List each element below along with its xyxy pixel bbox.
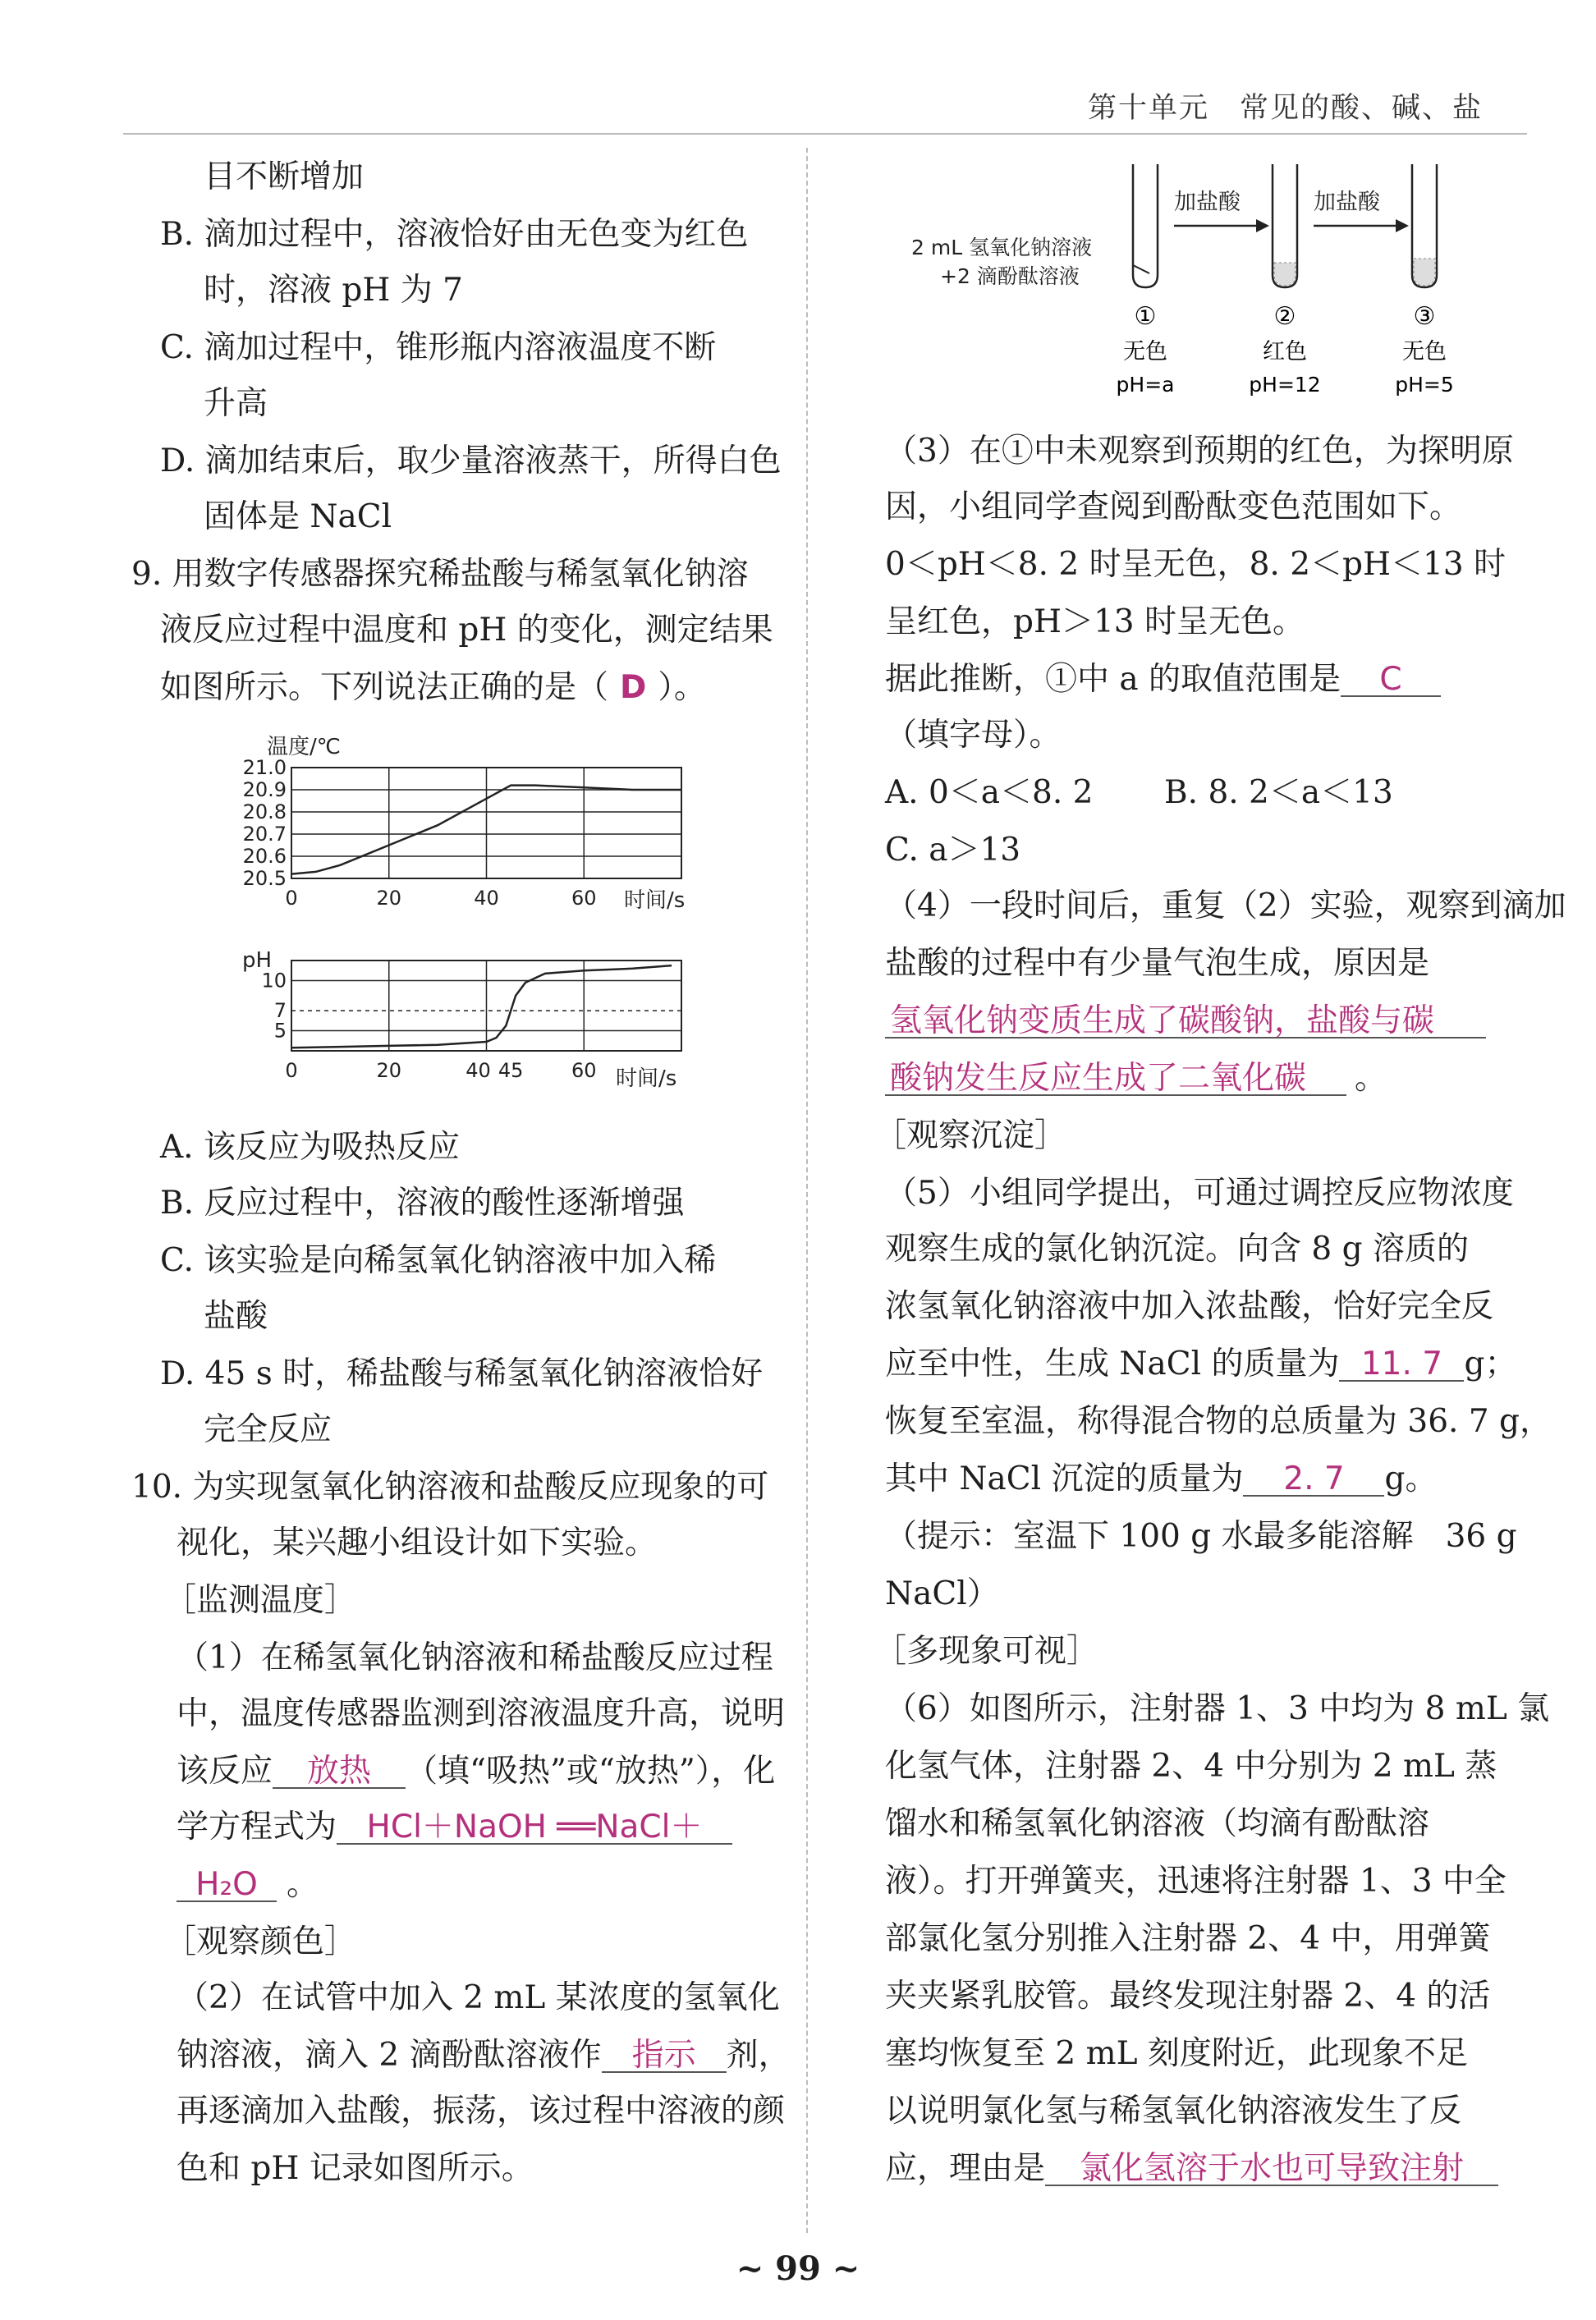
page-number: ~ 99 ~ — [736, 2249, 860, 2288]
q10-part5-6: 其中 NaCl 沉淀的质量为 2. 7 g。 — [885, 1460, 1438, 1497]
q10-part5-3: 浓氢氧化钠溶液中加入浓盐酸，恰好完全反 — [885, 1288, 1494, 1325]
q9-option-c-cont: 盐酸 — [204, 1298, 268, 1335]
q10-part6-2: 化氢气体，注射器 2、4 中分别为 2 mL 蒸 — [885, 1748, 1497, 1785]
q10-part5-answer-2: 2. 7 — [1243, 1463, 1384, 1497]
temperature-chart-xlabel: 时间/s — [624, 888, 686, 913]
tube-label-2: +2 滴酚酞溶液 — [940, 264, 1080, 288]
q10-part5-hint-2: NaCl） — [885, 1575, 999, 1612]
q10-part3-option-a: A. 0＜a＜8. 2 — [885, 774, 1094, 811]
q10-part3-option-b: B. 8. 2＜a＜13 — [1164, 774, 1393, 811]
q10-part5-2: 观察生成的氯化钠沉淀。向含 8 g 溶质的 — [885, 1231, 1469, 1268]
q10-part1-answer-1: 放热 — [273, 1755, 406, 1789]
q10-part1-3: 该反应 放热 （填“吸热”或“放热”），化 — [177, 1753, 776, 1790]
y-tick-label: 5 — [273, 1019, 287, 1043]
q9-option-b: B. 反应过程中，溶液的酸性逐渐增强 — [160, 1185, 685, 1222]
q10-part6: （6）如图所示，注射器 1、3 中均为 8 mL 氯 — [885, 1690, 1550, 1727]
q9-stem-3: 如图所示。下列说法正确的是（ D ）。 — [160, 669, 706, 706]
q10-part4-2: 盐酸的过程中有少量气泡生成，原因是 — [885, 945, 1430, 982]
test-tube-3 — [1412, 164, 1437, 287]
section-multi-phenomena: ［多现象可视］ — [874, 1633, 1099, 1670]
tube-1-ph: pH=a — [1116, 373, 1175, 397]
ph-curve — [291, 965, 672, 1048]
q10-part3-6: （填字母）。 — [885, 717, 1062, 754]
q9-stem-2: 液反应过程中温度和 pH 的变化，测定结果 — [160, 612, 773, 649]
q10-part5-hint: （提示：室温下 100 g 水最多能溶解 36 g — [885, 1518, 1517, 1555]
q10-part3-2: 因，小组同学查阅到酚酞变色范围如下。 — [885, 488, 1462, 525]
x-tick-label: 40 — [474, 887, 499, 910]
q10-part4: （4）一段时间后，重复（2）实验，观察到滴加 — [885, 887, 1566, 924]
y-tick-label: 21.0 — [242, 756, 287, 779]
q10-part3: （3）在①中未观察到预期的红色，为探明原 — [885, 433, 1514, 470]
page-header: 第十单元 常见的酸、碱、盐 — [1087, 92, 1483, 125]
q10-part4-4: 酸钠发生反应生成了二氧化碳 。 — [885, 1062, 1387, 1096]
q10-part6-6: 夹夹紧乳胶管。最终发现注射器 2、4 的活 — [885, 1978, 1491, 2015]
header-rule — [123, 133, 1527, 135]
section-observe-precipitate: ［观察沉淀］ — [874, 1117, 1067, 1154]
q10-part3-5: 据此推断，①中 a 的取值范围是 C — [885, 663, 1441, 697]
q8-option-c: C. 滴加过程中，锥形瓶内溶液温度不断 — [160, 329, 717, 366]
q10-stem-2: 视化，某兴趣小组设计如下实验。 — [177, 1525, 658, 1561]
q9-option-d: D. 45 s 时，稀盐酸与稀氢氧化钠溶液恰好 — [160, 1355, 764, 1392]
q10-part6-9: 应，理由是 氯化氢溶于水也可导致注射 — [885, 2153, 1498, 2186]
q10-part1-2: 中，温度传感器监测到溶液温度升高，说明 — [177, 1695, 786, 1732]
q8-option-d: D. 滴加结束后，取少量溶液蒸干，所得白色 — [160, 442, 782, 479]
section-observe-color: ［观察颜色］ — [164, 1923, 357, 1960]
test-tube-diagram — [903, 152, 1527, 415]
q9-stem: 9. 用数字传感器探究稀盐酸与稀氢氧化钠溶 — [131, 556, 749, 593]
q10-part6-5: 部氯化氢分别推入注射器 2、4 中，用弹簧 — [885, 1920, 1491, 1957]
q10-part2-4: 色和 pH 记录如图所示。 — [177, 2150, 534, 2187]
q8-continued: 目不断增加 — [204, 158, 365, 195]
column-divider — [806, 148, 808, 2233]
test-tube-2 — [1273, 164, 1297, 287]
arrow-label-1: 加盐酸 — [1174, 190, 1241, 215]
q10-part2-2: 钠溶液，滴入 2 滴酚酞溶液作 指示 剂， — [177, 2037, 791, 2074]
tube-2-ph: pH=12 — [1249, 373, 1321, 397]
section-monitor-temperature: ［监测温度］ — [164, 1582, 357, 1619]
q10-part4-answer-1: 氢氧化钠变质生成了碳酸钠，盐酸与碳 — [885, 1005, 1486, 1038]
x-tick-label: 60 — [571, 1059, 597, 1082]
test-tube-1 — [1133, 164, 1158, 287]
q10-part6-7: 塞均恢复至 2 mL 刻度附近，此现象不足 — [885, 2035, 1468, 2072]
temperature-chart-ylabel: 温度/℃ — [267, 735, 341, 759]
tube-1-number: ① — [1134, 302, 1157, 331]
x-tick-label: 20 — [376, 887, 402, 910]
q9-option-c: C. 该实验是向稀氢氧化钠溶液中加入稀 — [160, 1242, 717, 1279]
q10-part5-4: 应至中性，生成 NaCl 的质量为 11. 7 g； — [885, 1346, 1517, 1382]
q10-part6-answer: 氯化氢溶于水也可导致注射 — [1045, 2153, 1498, 2186]
x-tick-label: 0 — [285, 1059, 298, 1082]
temperature-chart — [230, 731, 722, 928]
q8-option-d-cont: 固体是 NaCl — [204, 498, 392, 535]
y-tick-label: 20.8 — [242, 800, 287, 823]
tube-3-number: ③ — [1413, 302, 1436, 331]
y-tick-label: 7 — [273, 999, 287, 1023]
q8-option-b-cont: 时，溶液 pH 为 7 — [204, 272, 463, 309]
q10-part6-4: 液）。打开弹簧夹，迅速将注射器 1、3 中全 — [885, 1863, 1507, 1900]
x-tick-label: 0 — [285, 887, 298, 910]
q9-option-d-cont: 完全反应 — [204, 1411, 332, 1448]
q10-part1-4: 学方程式为 HCl＋NaOH ══NaCl＋ — [177, 1811, 732, 1845]
q10-part4-answer-2: 酸钠发生反应生成了二氧化碳 — [885, 1062, 1346, 1096]
q8-option-b: B. 滴加过程中，溶液恰好由无色变为红色 — [160, 216, 749, 253]
ph-chart-ylabel: pH — [242, 948, 273, 973]
q10-part6-3: 馏水和稀氢氧化钠溶液（均滴有酚酞溶 — [885, 1805, 1430, 1842]
ph-chart — [230, 944, 722, 1100]
q10-part1-answer-2: HCl＋NaOH ══NaCl＋ — [337, 1811, 732, 1845]
q10-part3-answer: C — [1341, 663, 1441, 697]
q10-part2-answer: 指示 — [602, 2039, 727, 2073]
x-tick-label: 20 — [376, 1059, 402, 1082]
arrow-label-2: 加盐酸 — [1314, 190, 1380, 215]
q9-option-a: A. 该反应为吸热反应 — [160, 1129, 460, 1166]
q8-option-c-cont: 升高 — [204, 385, 268, 422]
x-tick-label: 45 — [498, 1059, 524, 1082]
q10-stem: 10. 为实现氢氧化钠溶液和盐酸反应现象的可 — [131, 1469, 769, 1506]
ph-chart-xlabel: 时间/s — [616, 1066, 677, 1091]
q10-part5-5: 恢复至室温，称得混合物的总质量为 36. 7 g， — [885, 1403, 1552, 1440]
q10-part5: （5）小组同学提出，可通过调控反应物浓度 — [885, 1175, 1514, 1212]
q10-part1-5: H₂O 。 — [177, 1868, 319, 1902]
y-tick-label: 20.9 — [242, 778, 287, 801]
tube-3-color: 无色 — [1402, 339, 1447, 365]
tube-3-ph: pH=5 — [1395, 373, 1454, 397]
y-tick-label: 10 — [261, 969, 287, 993]
y-tick-label: 20.6 — [242, 845, 287, 868]
tube-label-1: 2 mL 氢氧化钠溶液 — [911, 236, 1093, 259]
q9-answer: D — [620, 669, 647, 706]
y-tick-label: 20.5 — [242, 867, 287, 890]
x-tick-label: 40 — [466, 1059, 491, 1082]
q10-part4-3 — [885, 1002, 1486, 1039]
q10-part2: （2）在试管中加入 2 mL 某浓度的氢氧化 — [177, 1979, 780, 2016]
q10-part2-3: 再逐滴加入盐酸，振荡，该过程中溶液的颜 — [177, 2093, 786, 2130]
tube-2-number: ② — [1273, 302, 1296, 331]
tube-1-color: 无色 — [1123, 339, 1167, 365]
q10-part1: （1）在稀氢氧化钠溶液和稀盐酸反应过程 — [177, 1639, 773, 1676]
tube-2-color: 红色 — [1263, 339, 1307, 365]
q10-part6-8: 以说明氯化氢与稀氢氧化钠溶液发生了反 — [885, 2093, 1462, 2130]
q10-part1-answer-2-cont: H₂O — [177, 1868, 277, 1902]
q10-part5-answer-1: 11. 7 — [1339, 1348, 1464, 1382]
q10-part3-3: 0＜pH＜8. 2 时呈无色，8. 2＜pH＜13 时 — [885, 546, 1507, 583]
q10-part3-option-c: C. a＞13 — [885, 832, 1021, 869]
x-tick-label: 60 — [571, 887, 597, 910]
y-tick-label: 20.7 — [242, 823, 287, 846]
q10-part3-4: 呈红色，pH＞13 时呈无色。 — [885, 603, 1305, 640]
